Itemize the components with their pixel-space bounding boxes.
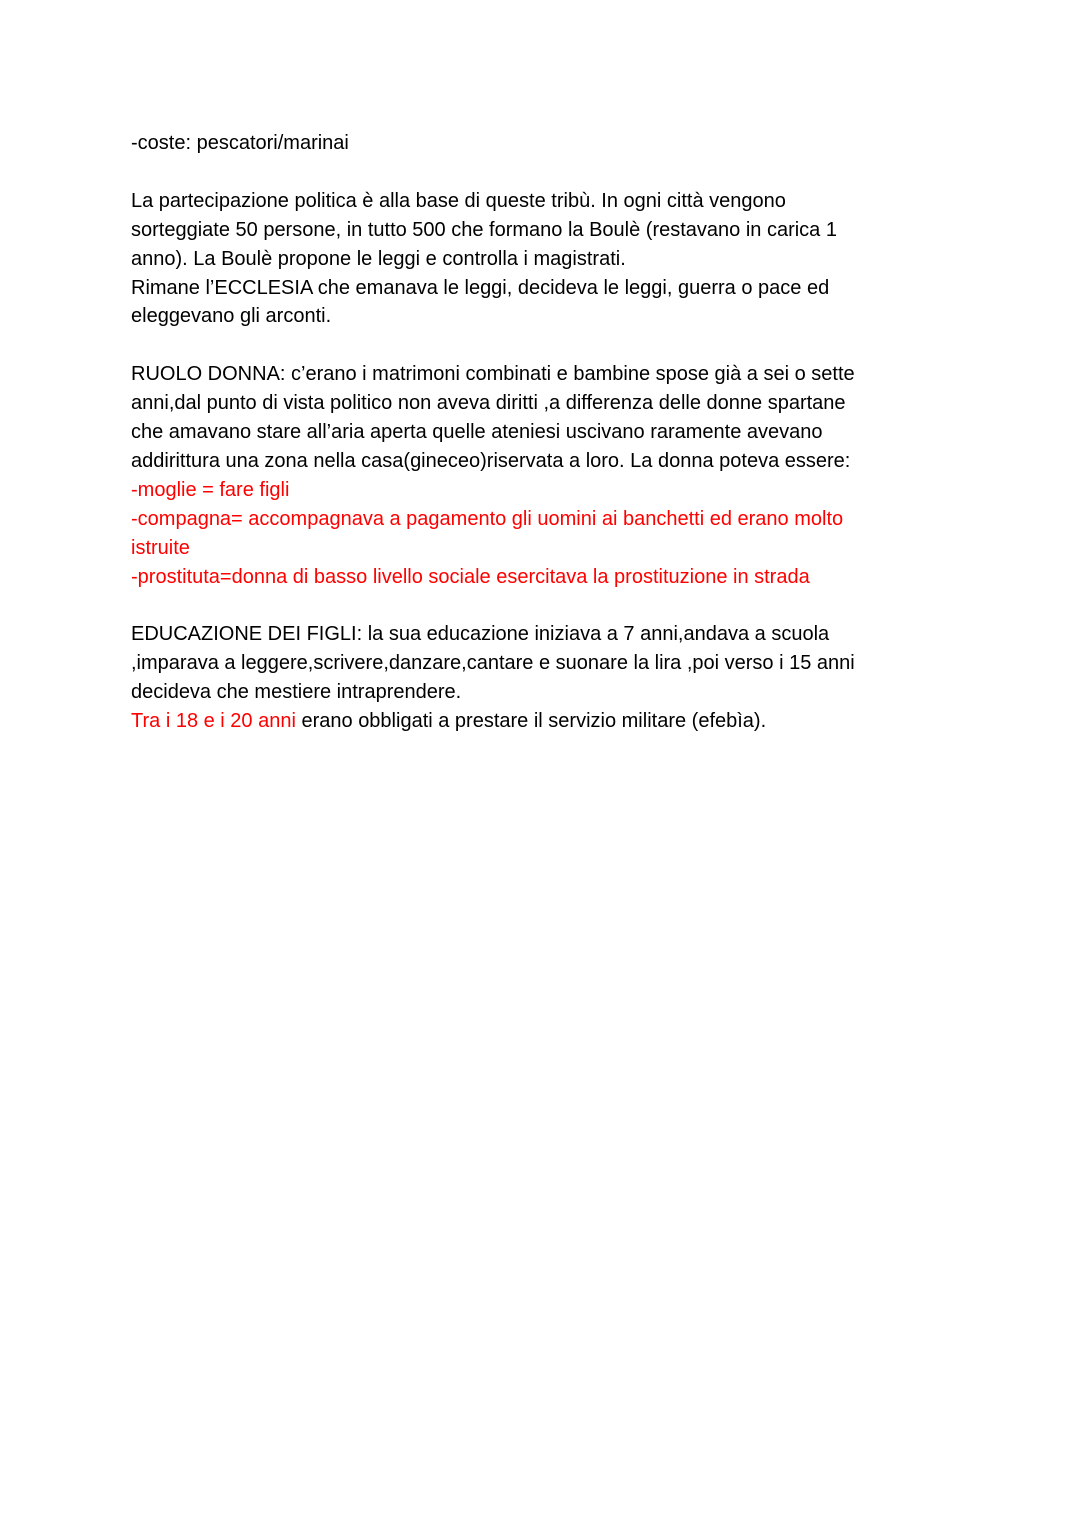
paragraph-gap: [131, 591, 931, 620]
text-line: anni,dal punto di vista politico non aveva diritti ,a differenza delle donne spartane: [131, 392, 846, 415]
text-line: addirittura una zona nella casa(gineceo)riservata a loro. La donna poteva essere:: [131, 449, 851, 472]
highlight-line-prostituta: -prostituta=donna di basso livello sociale esercitava la prostituzione in strada: [131, 565, 810, 588]
text-line: sorteggiate 50 persone, in tutto 500 che formano la Boulè (restavano in carica 1: [131, 218, 837, 241]
highlight-line-moglie: -moglie = fare figli: [131, 478, 290, 501]
text-line: anno). La Boulè propone le leggi e controlla i magistrati.: [131, 247, 626, 270]
text-line: che amavano stare all’aria aperta quelle ateniesi uscivano raramente avevano: [131, 421, 823, 444]
text-line: La partecipazione politica è alla base di queste tribù. In ogni città vengono: [131, 189, 786, 212]
text-line: EDUCAZIONE DEI FIGLI: la sua educazione iniziava a 7 anni,andava a scuola: [131, 623, 830, 646]
document-page: [131, 129, 931, 736]
text-line: Rimane l’ECCLESIA che emanava le leggi, decideva le leggi, guerra o pace ed: [131, 276, 830, 299]
paragraph-gap: [131, 158, 931, 187]
text-line: -coste: pescatori/marinai: [131, 132, 349, 154]
text-fragment: erano obbligati a prestare il servizio militare (efebìa).: [295, 710, 767, 733]
text-line-servizio-militare: [131, 707, 931, 736]
paragraph-gap: [131, 331, 931, 360]
paragraph-partecipazione: [131, 187, 931, 332]
paragraph-educazione: [131, 620, 931, 736]
paragraph-coste: [131, 129, 931, 158]
text-line: eleggevano gli arconti.: [131, 305, 332, 328]
highlight-age-range: Tra i 18 e i 20 anni: [131, 710, 296, 733]
text-line: ,imparava a leggere,scrivere,danzare,cantare e suonare la lira ,poi verso i 15 anni: [131, 652, 855, 675]
highlight-line-istruite: istruite: [131, 536, 190, 559]
highlight-line-compagna: -compagna= accompagnava a pagamento gli uomini ai banchetti ed erano molto: [131, 507, 844, 530]
paragraph-ruolo-donna: [131, 360, 931, 591]
text-line: decideva che mestiere intraprendere.: [131, 681, 462, 704]
text-line: RUOLO DONNA: c’erano i matrimoni combinati e bambine spose già a sei o sette: [131, 363, 855, 386]
